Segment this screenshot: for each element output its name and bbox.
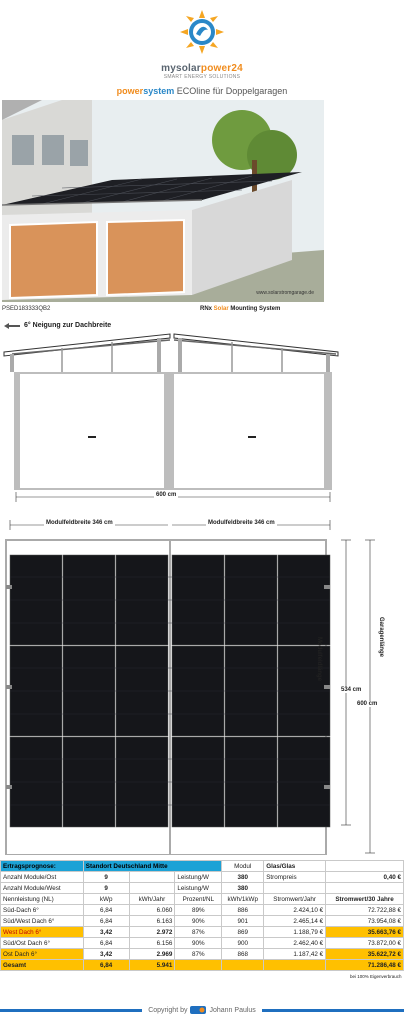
west-count-input[interactable]: 9 — [83, 883, 129, 894]
tilt-label: 6° Neigung zur Dachbreite — [4, 322, 111, 329]
field-length-label: Modulfeldlänge — [316, 637, 322, 681]
garage-length-value: 600 cm — [357, 701, 378, 707]
yield-forecast-table — [0, 860, 404, 982]
brand-name: mysolarpower24 — [161, 63, 243, 74]
product-code: PSED183333QB2 — [2, 306, 51, 312]
table-total-row: Gesamt 6,84 5.941 71.286,48 € — [1, 960, 404, 971]
garage-render-image — [2, 100, 324, 302]
price-label: Strompreis — [264, 872, 326, 883]
width-dimension-label: 600 cm — [156, 492, 177, 498]
brand-logo-icon — [178, 8, 226, 56]
author-name: Johann Paulus — [209, 1006, 256, 1014]
footer-bar-left — [0, 1009, 142, 1012]
module-layout-drawing — [0, 515, 404, 855]
table-row: Süd-Dach 6° 6,84 6.060 89% 886 2.424,10 € 72.722,88 € — [1, 905, 404, 916]
footer — [0, 1003, 404, 1017]
peo-logo-icon — [190, 1006, 206, 1014]
field-width-right-label: Modulfeldbreite 346 cm — [208, 520, 275, 526]
east-power-label: Leistung/W — [175, 872, 222, 883]
arrow-left-icon — [4, 323, 20, 329]
brand-tagline: SMART ENERGY SOLUTIONS — [163, 74, 241, 80]
table-row-west: West Dach 6° 3,42 2.972 87% 869 1.188,79 € 35.663,76 € — [1, 927, 404, 938]
modul-label: Modul — [222, 861, 264, 872]
field-length-value: 534 cm — [341, 687, 362, 693]
table-row-east: Ost Dach 6° 3,42 2.969 87% 868 1.187,42 € 35.622,72 € — [1, 949, 404, 960]
table-row: Süd/West Dach 6° 6,84 6.163 90% 901 2.465,14 € 73.954,08 € — [1, 916, 404, 927]
table-row: Süd/Ost Dach 6° 6,84 6.156 90% 900 2.462,40 € 73.872,00 € — [1, 938, 404, 949]
garage-length-label: Garagenlänge — [378, 617, 384, 658]
table-header-row: Nennleistung (NL) kWp kWh/Jahr Prozent/NL kWh/1kWp Stromwert/Jahr Stromwert/30 Jahre — [1, 894, 404, 905]
east-count-input[interactable]: 9 — [83, 872, 129, 883]
west-count-label: Anzahl Module/West — [1, 883, 84, 894]
west-power-label: Leistung/W — [175, 883, 222, 894]
table-note: bei 100% Eigenverbrauch — [349, 973, 402, 979]
copyright-text: Copyright by — [148, 1006, 188, 1014]
mounting-system-label: RNx Solar Mounting System — [200, 306, 281, 312]
side-view-drawing — [2, 330, 402, 502]
table-title: Ertragsprognose: — [1, 861, 84, 872]
east-power-input[interactable]: 380 — [222, 872, 264, 883]
logo — [0, 8, 404, 80]
page-subtitle: powersystem ECOline für Doppelgaragen — [116, 86, 288, 96]
footer-bar-right — [262, 1009, 404, 1012]
render-website: www.solarstromgarage.de — [256, 290, 314, 296]
field-width-left-label: Modulfeldbreite 346 cm — [46, 520, 113, 526]
price-input[interactable]: 0,40 € — [326, 872, 404, 883]
modul-type: Glas/Glas — [264, 861, 326, 872]
table-location: Standort Deutschland Mitte — [83, 861, 221, 872]
west-power-input[interactable]: 380 — [222, 883, 264, 894]
east-count-label: Anzahl Module/Ost — [1, 872, 84, 883]
